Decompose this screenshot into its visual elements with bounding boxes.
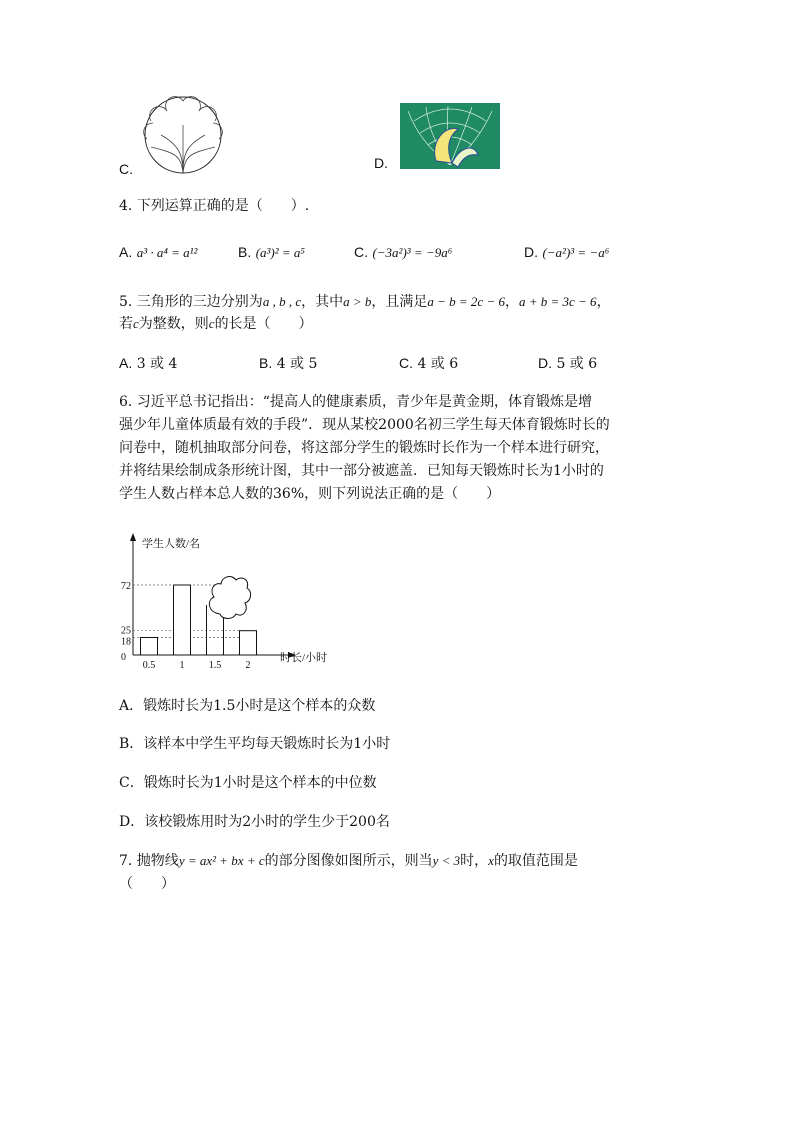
- q3-option-c-label: C.: [119, 161, 133, 177]
- q4-option-d-label: D.: [524, 244, 538, 260]
- y-axis-arrow: [130, 533, 136, 541]
- q4-option-c-expr: (−3a²)³ = −9a⁶: [372, 245, 453, 260]
- q7-stem-line2: （ ）: [119, 876, 175, 892]
- origin-label: 0: [121, 652, 126, 663]
- q4-option-b-label: B.: [238, 244, 252, 260]
- q5-option-a-label: A.: [119, 355, 133, 371]
- q6-bar-chart: [112, 530, 344, 670]
- y-axis-label: 学生人数/名: [142, 538, 201, 550]
- q6-option-c: C．锻炼时长为1小时是这个样本的中位数: [119, 775, 377, 791]
- q6-stem-line4: 并将结果绘制成条形统计图，其中一部分被遮盖．已知每天锻炼时长为1小时的: [119, 463, 604, 479]
- q5-stem-line2: [119, 312, 313, 336]
- q5-option-c: [399, 351, 458, 376]
- q5-stem-line1: [119, 290, 611, 314]
- x-tick-label: 2: [245, 660, 251, 670]
- q4-option-c-label: C.: [354, 244, 368, 260]
- q4-option-d: [524, 244, 609, 261]
- q5-sep: ，: [504, 294, 519, 310]
- x-tick-label: 0.5: [142, 660, 156, 670]
- q6-option-b: B．该样本中学生平均每天锻炼时长为1小时: [119, 736, 391, 752]
- q3-option-d-label: D.: [374, 155, 388, 171]
- q5-option-c-label: C.: [399, 355, 413, 371]
- q6-stem-line3: 问卷中，随机抽取部分问卷，将这部分学生的锻炼时长作为一个样本进行研究，: [119, 440, 609, 456]
- q5-stem-part3: ，且满足: [371, 294, 428, 310]
- q5-option-a: [119, 351, 177, 376]
- q5-var-c: c: [133, 316, 139, 331]
- q5-cond1: a > b: [343, 294, 372, 309]
- q4-option-a-expr: a³ · a⁴ = a¹²: [136, 245, 198, 260]
- q6-stem-line1: 6. 习近平总书记指出：“提高人的健康素质，青少年是黄金期，体育锻炼是增: [119, 394, 592, 410]
- q5-option-d-text: 5 或 6: [556, 356, 598, 372]
- x-tick-label: 1.5: [208, 660, 222, 670]
- q4-option-b-expr: (a³)² = a⁵: [255, 245, 305, 260]
- y-tick-label: 25: [121, 625, 131, 637]
- q5-cond2: a − b = 2c − 6: [427, 294, 505, 309]
- q5-line2-part3: 的长是（ ）: [214, 316, 313, 332]
- bar-1: [174, 585, 191, 655]
- q5-option-d: [538, 351, 597, 376]
- q4-option-b: [238, 244, 305, 261]
- q5-line2-part1: 若: [119, 316, 133, 332]
- q5-line2-part2: 为整数，则: [138, 316, 209, 332]
- obscuring-cloud: [209, 577, 250, 619]
- q7-var-x: x: [488, 853, 494, 868]
- q7-expr: y = ax² + bx + c: [178, 853, 265, 868]
- q5-option-b: [259, 351, 317, 376]
- q7-cond: y < 3: [432, 853, 461, 868]
- q5-stem-part2: ，其中: [301, 294, 344, 310]
- q6-stem-line5: 学生人数占样本总人数的36%，则下列说法正确的是（ ）: [119, 486, 501, 502]
- bar-0.5: [141, 638, 158, 656]
- q7-stem-part3: 时，: [460, 853, 489, 869]
- q6-option-d: D．该校锻炼用时为2小时的学生少于200名: [119, 814, 390, 830]
- q4-option-d-expr: (−a²)³ = −a⁶: [542, 245, 610, 260]
- q5-option-b-label: B.: [259, 355, 273, 371]
- q7-stem-part2: 的部分图像如图所示，则当: [264, 853, 433, 869]
- q4-stem: 4. 下列运算正确的是（ ）.: [119, 198, 310, 214]
- q4-option-c: [354, 244, 452, 261]
- q5-option-c-text: 4 或 6: [417, 356, 459, 372]
- q5-var-c2: c: [208, 316, 215, 331]
- y-tick-label: 18: [121, 636, 131, 648]
- q3-option-d-figure: [400, 103, 500, 169]
- q5-option-d-label: D.: [538, 355, 552, 371]
- q6-stem-line2: 强少年儿童体质最有效的手段”．现从某校2000名初三学生每天体育锻炼时长的: [119, 417, 610, 433]
- q4-option-a-label: A.: [119, 244, 133, 260]
- x-tick-label: 1: [179, 660, 185, 670]
- q6-option-a: A．锻炼时长为1.5小时是这个样本的众数: [119, 698, 376, 714]
- q5-cond3: a + b = 3c − 6: [518, 294, 597, 309]
- y-tick-label: 72: [121, 581, 131, 592]
- q4-option-a: [119, 244, 197, 261]
- q5-option-b-text: 4 或 5: [276, 356, 318, 372]
- bar-2: [240, 631, 257, 655]
- q5-option-a-text: 3 或 4: [136, 356, 178, 372]
- q5-stem-part4: ，: [596, 294, 611, 310]
- q3-option-c-figure: [141, 95, 225, 177]
- q7-stem-part1: 7. 抛物线: [119, 853, 179, 869]
- x-axis-label: 时长/小时: [280, 652, 328, 664]
- q5-stem-part1: 5. 三角形的三边分别为: [119, 294, 263, 310]
- q7-stem-line1: [119, 849, 578, 873]
- q5-sides: a , b , c: [262, 294, 302, 309]
- q7-stem-part4: 的取值范围是: [493, 853, 578, 869]
